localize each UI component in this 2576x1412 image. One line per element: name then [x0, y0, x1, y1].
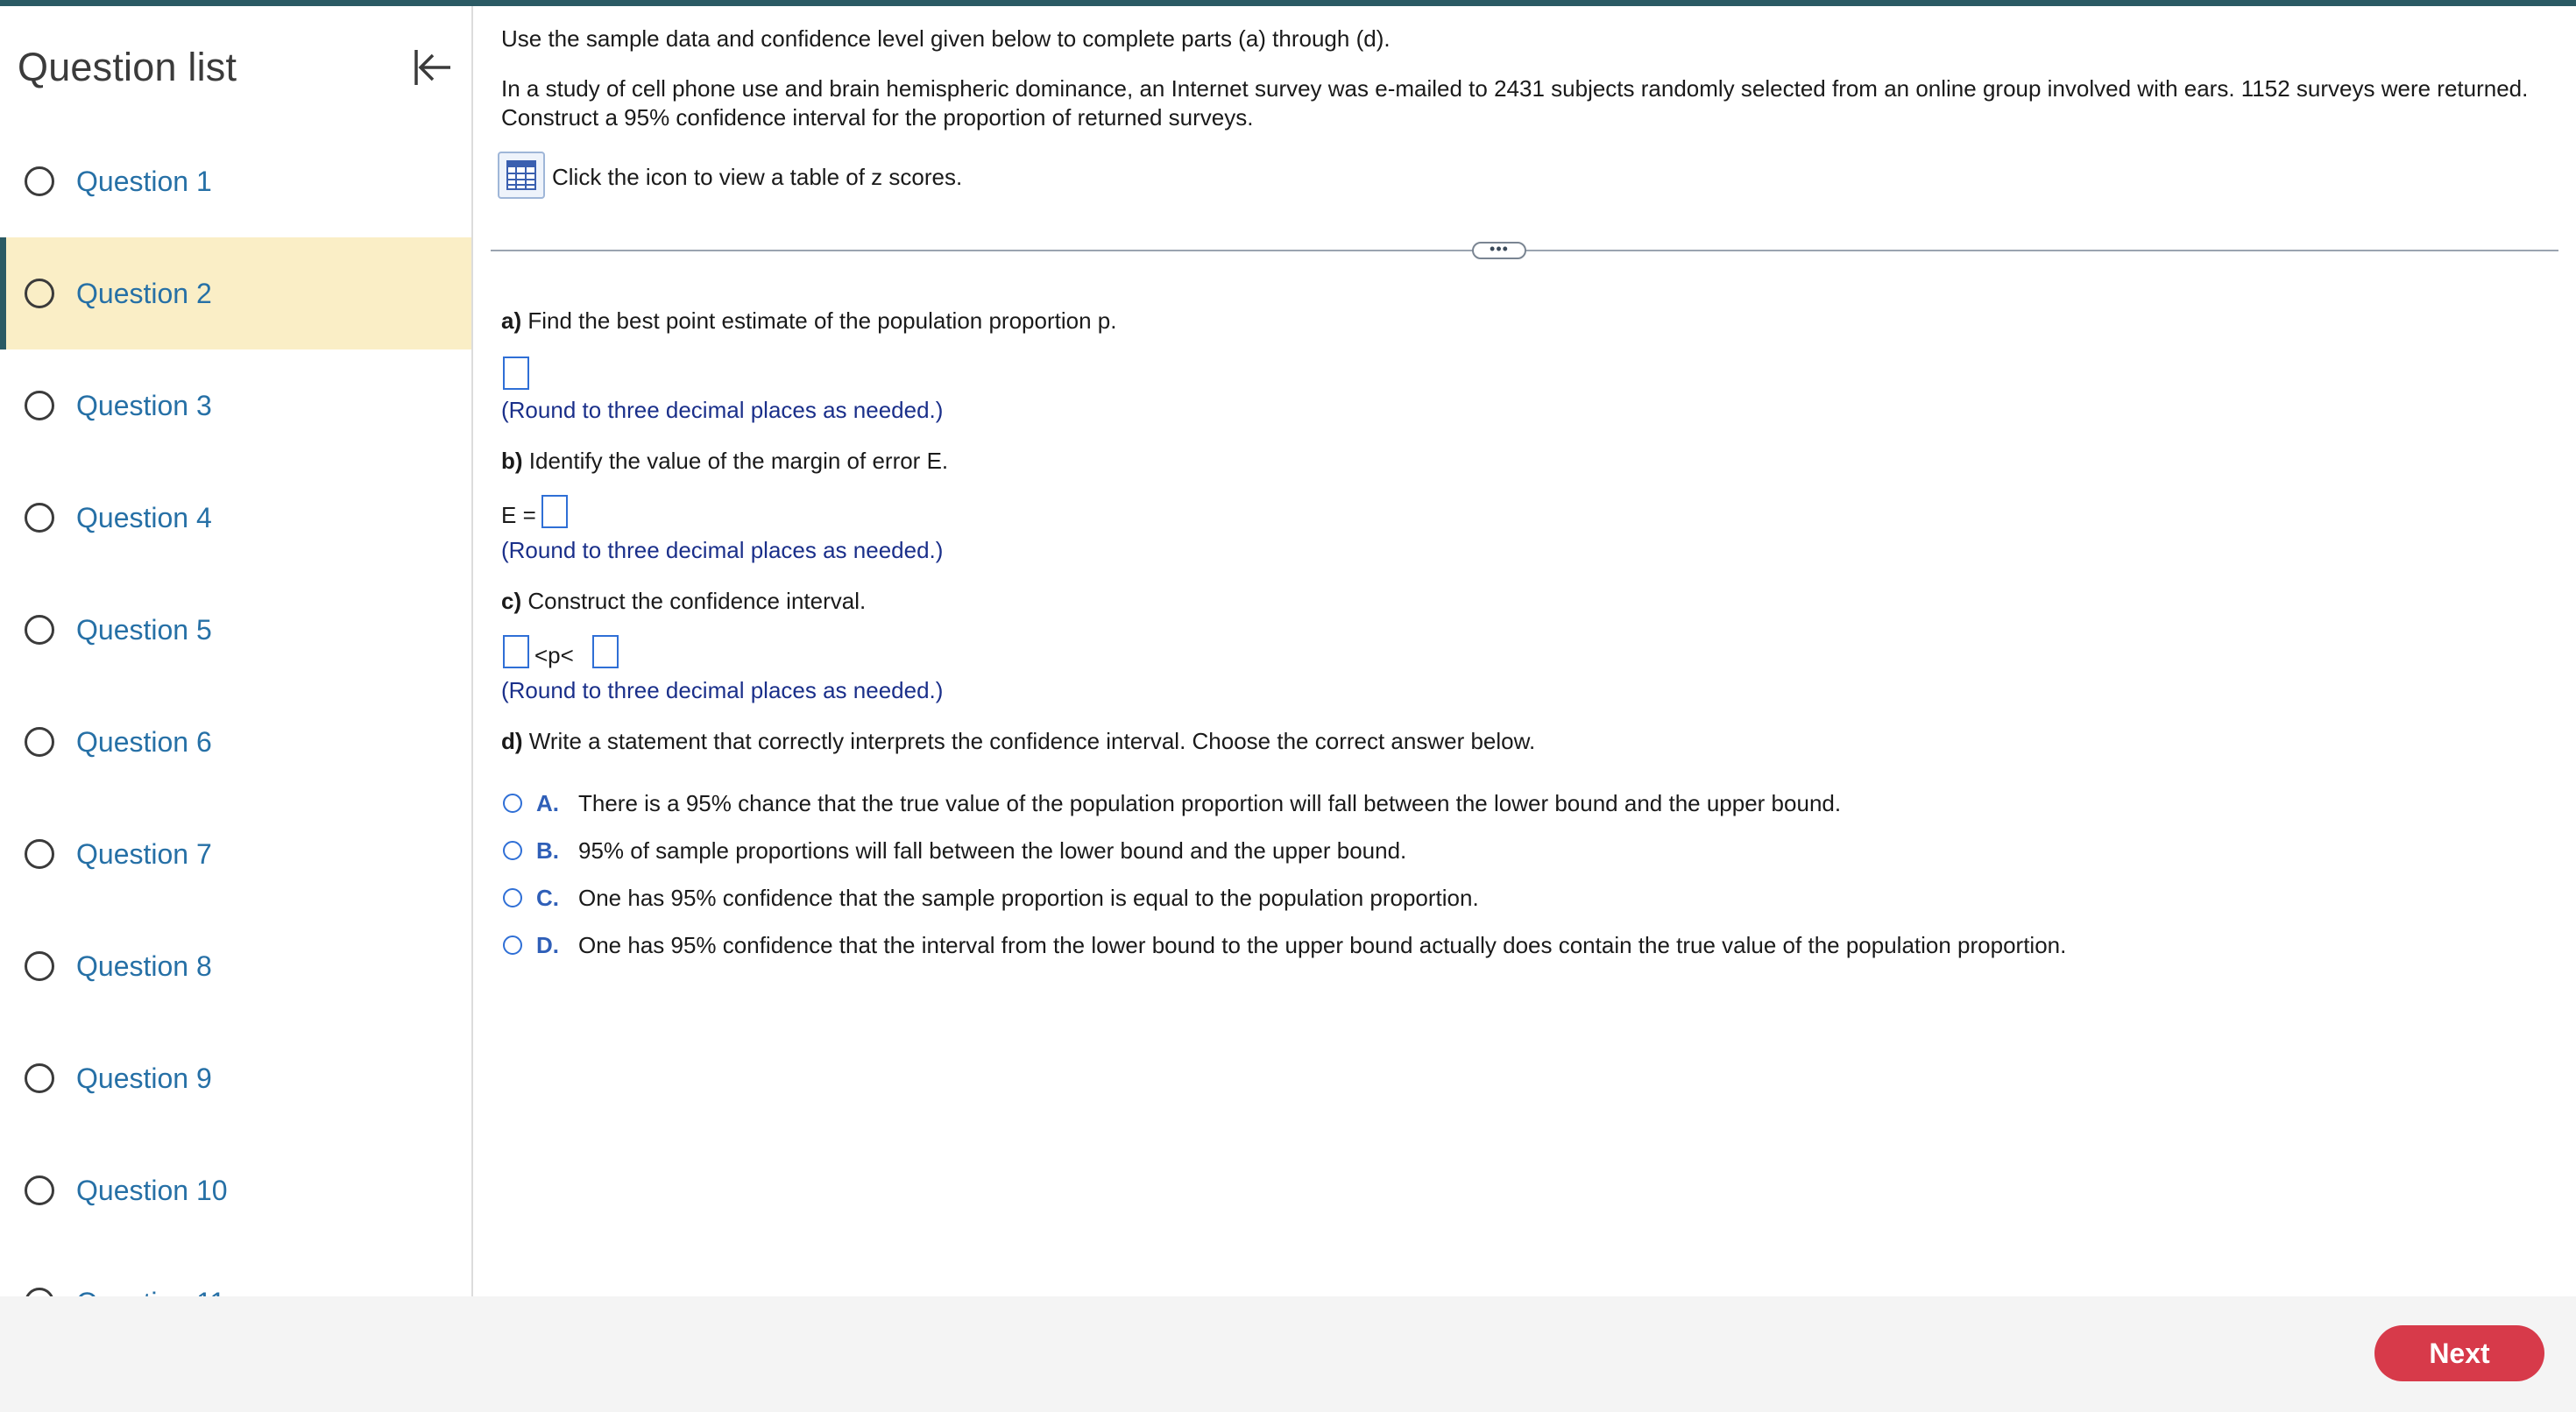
question-item-1[interactable] — [0, 125, 471, 237]
table-grid-icon — [506, 160, 536, 190]
question-label: Question 8 — [76, 950, 212, 982]
part-text: Construct the confidence interval. — [521, 588, 867, 614]
lower-bound-input[interactable] — [503, 635, 529, 668]
answer-option-d[interactable] — [503, 928, 2066, 963]
radio-button[interactable] — [503, 935, 522, 955]
question-status-circle-icon — [25, 951, 54, 981]
rounding-hint: (Round to three decimal places as needed.) — [501, 397, 944, 423]
question-item-10[interactable] — [0, 1134, 471, 1246]
question-item-7[interactable] — [0, 798, 471, 910]
part-b-prompt — [501, 448, 948, 475]
question-status-circle-icon — [25, 1063, 54, 1093]
inequality-symbol: <p< — [534, 642, 574, 668]
question-status-circle-icon — [25, 503, 54, 533]
question-status-circle-icon — [25, 727, 54, 757]
question-item-3[interactable] — [0, 349, 471, 462]
upper-bound-input[interactable] — [592, 635, 619, 668]
question-item-5[interactable] — [0, 574, 471, 686]
question-status-circle-icon — [25, 279, 54, 308]
question-item-8[interactable] — [0, 910, 471, 1022]
radio-button[interactable] — [503, 888, 522, 907]
question-label: Question 6 — [76, 725, 212, 758]
footer-bar — [0, 1296, 2576, 1412]
z-table-link-text: Click the icon to view a table of z scores. — [552, 164, 963, 190]
radio-button[interactable] — [503, 794, 522, 813]
question-label: Question 1 — [76, 165, 212, 197]
question-item-4[interactable] — [0, 462, 471, 574]
question-list — [0, 125, 471, 1359]
question-label: Question 5 — [76, 613, 212, 646]
part-d-prompt — [501, 728, 1535, 755]
part-letter: b) — [501, 448, 523, 474]
part-letter: a) — [501, 307, 522, 334]
question-status-circle-icon — [25, 391, 54, 420]
instructions-text: Use the sample data and confidence level given below to complete parts (a) through (d). — [501, 25, 1391, 52]
radio-button[interactable] — [503, 841, 522, 860]
option-text: There is a 95% chance that the true value of the population proportion will fall between the lower bound and the upper bound. — [578, 789, 1842, 816]
part-letter: c) — [501, 588, 522, 614]
question-label: Question 9 — [76, 1062, 212, 1094]
question-label: Question 7 — [76, 837, 212, 870]
more-options-button[interactable]: ••• — [1472, 242, 1526, 259]
margin-of-error-label: E = — [501, 502, 536, 528]
question-status-circle-icon — [25, 839, 54, 869]
option-text: One has 95% confidence that the interval from the lower bound to the upper bound actually does contain the true value of the population proportion. — [578, 931, 2067, 958]
part-text: Identify the value of the margin of error E. — [522, 448, 949, 474]
question-status-circle-icon — [25, 166, 54, 196]
option-letter: D. — [536, 931, 559, 958]
problem-text: In a study of cell phone use and brain hemispheric dominance, an Internet survey was e-mailed to 2431 subjects randomly selected from an online group involved with ears. 1152 surveys were returned. Construct a 95% confidence interval for the proportion of returned surveys. — [501, 75, 2529, 131]
option-text: One has 95% confidence that the sample proportion is equal to the population proportion. — [578, 884, 1479, 911]
collapse-sidebar-button[interactable] — [410, 45, 456, 90]
part-text: Find the best point estimate of the population proportion p. — [521, 307, 1117, 334]
option-letter: C. — [536, 884, 559, 911]
question-item-6[interactable] — [0, 686, 471, 798]
next-button[interactable]: Next — [2374, 1325, 2544, 1381]
rounding-hint: (Round to three decimal places as needed.) — [501, 537, 944, 563]
rounding-hint: (Round to three decimal places as needed.) — [501, 677, 944, 703]
question-label: Question 3 — [76, 389, 212, 421]
question-list-sidebar — [0, 6, 473, 1296]
question-label: Question 2 — [76, 277, 212, 309]
part-c-prompt — [501, 588, 866, 615]
option-letter: B. — [536, 837, 559, 864]
part-a-prompt — [501, 307, 1116, 335]
part-text: Write a statement that correctly interprets the confidence interval. Choose the correct answer below. — [522, 728, 1536, 754]
question-status-circle-icon — [25, 1175, 54, 1205]
question-item-2[interactable] — [0, 237, 471, 349]
option-letter: A. — [536, 789, 559, 816]
point-estimate-input[interactable] — [503, 357, 529, 390]
option-text: 95% of sample proportions will fall between the lower bound and the upper bound. — [578, 837, 1407, 864]
answer-option-b[interactable] — [503, 833, 1406, 868]
sidebar-title: Question list — [18, 45, 237, 89]
question-label: Question 4 — [76, 501, 212, 533]
part-letter: d) — [501, 728, 523, 754]
z-table-button[interactable] — [498, 152, 545, 199]
collapse-left-icon — [410, 45, 456, 90]
answer-option-c[interactable] — [503, 880, 1479, 915]
answer-option-a[interactable] — [503, 786, 1841, 821]
margin-of-error-input[interactable] — [541, 495, 568, 528]
question-item-9[interactable] — [0, 1022, 471, 1134]
question-label: Question 10 — [76, 1174, 228, 1206]
top-accent-bar — [0, 0, 2576, 6]
question-content — [473, 6, 2576, 1296]
question-status-circle-icon — [25, 615, 54, 645]
